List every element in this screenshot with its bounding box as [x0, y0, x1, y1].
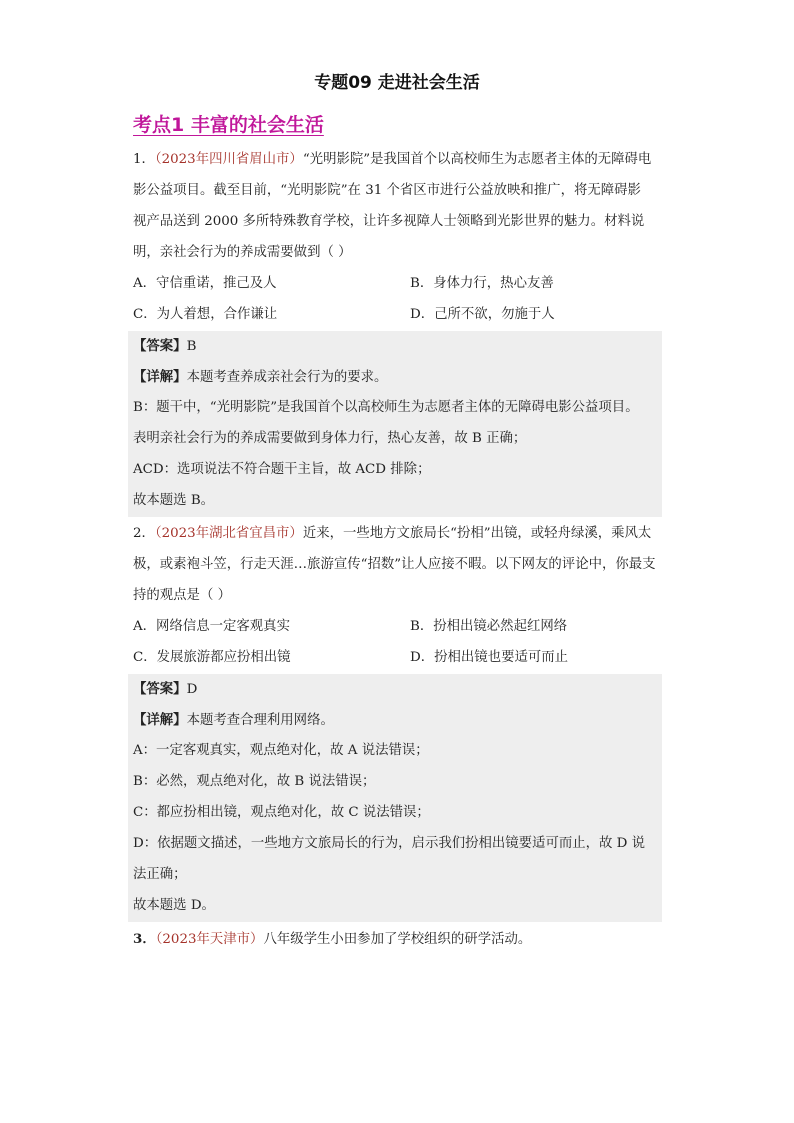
q1-detail — [133, 367, 387, 388]
q2-stem-line-1 — [133, 524, 663, 544]
q1-option-a: A．守信重诺，推己及人 — [133, 276, 277, 291]
q2-source: （2023年湖北省宜昌市） — [154, 526, 303, 541]
q2-option-d: D．扮相出镜也要适可而止 — [410, 650, 569, 665]
q3-source: （2023年天津市） — [155, 932, 264, 947]
q2-explain-5: 法正确； — [133, 867, 187, 882]
q2-option-c: C．发展旅游都应扮相出镜 — [133, 650, 291, 665]
q3-number: 3． — [133, 931, 156, 947]
q1-number: 1． — [133, 152, 155, 167]
detail-tag: 【详解】 — [133, 369, 187, 385]
q2-explain-3: C：都应扮相出镜，观点绝对化，故 C 说法错误； — [133, 805, 430, 820]
q1-text: “光明影院”是我国首个以高校师生为志愿者主体的无障碍电 — [302, 152, 652, 167]
q1-answer-box — [128, 331, 662, 517]
q2-detail — [133, 710, 334, 731]
q1-source: （2023年四川省眉山市） — [154, 152, 303, 167]
detail-text: 本题考查养成亲社会行为的要求。 — [186, 370, 388, 385]
q2-explain-1: A：一定客观真实，观点绝对化，故 A 说法错误； — [133, 743, 429, 758]
answer-value: B — [186, 339, 197, 354]
q2-answer — [133, 679, 197, 700]
q3-text: 八年级学生小田参加了学校组织的研学活动。 — [263, 932, 532, 947]
detail-text: 本题考查合理利用网络。 — [186, 713, 334, 728]
q1-option-d: D．己所不欲，勿施于人 — [410, 307, 555, 322]
q2-answer-box — [128, 674, 662, 922]
section-heading: 考点1 丰富的社会生活 — [133, 114, 324, 136]
q1-stem-line-4: 明，亲社会行为的养成需要做到（ ） — [133, 245, 352, 260]
q2-explain-4: D：依据题文描述，一些地方文旅局长的行为，启示我们扮相出镜要适可而止，故 D 说 — [133, 836, 646, 851]
q1-option-c: C．为人着想，合作谦让 — [133, 307, 278, 322]
q1-explain-4: 故本题选 B。 — [133, 493, 215, 508]
q1-option-b: B．身体力行，热心友善 — [410, 276, 554, 291]
q1-explain-1: B：题干中，“光明影院”是我国首个以高校师生为志愿者主体的无障碍电影公益项目。 — [133, 400, 639, 415]
q2-stem-line-3: 持的观点是（ ） — [133, 588, 231, 603]
q1-stem-line-2: 影公益项目。截至目前，“光明影院”在 31 个省区市进行公益放映和推广，将无障碍影 — [133, 183, 641, 198]
q1-answer — [133, 336, 196, 357]
page-title: 专题09 走进社会生活 — [314, 73, 480, 93]
q1-stem-line-1 — [133, 150, 663, 170]
q2-option-b: B．扮相出镜必然起红网络 — [410, 619, 568, 634]
q1-explain-3: ACD：选项说法不符合题干主旨，故 ACD 排除； — [133, 462, 431, 477]
q1-stem-line-3: 视产品送到 2000 多所特殊教育学校，让许多视障人士领略到光影世界的魅力。材料说 — [133, 214, 645, 229]
q2-number: 2． — [133, 526, 155, 541]
answer-tag: 【答案】 — [133, 338, 187, 354]
q2-stem-line-2: 极，或素袍斗笠，行走天涯…旅游宣传“招数”让人应接不暇。以下网友的评论中，你最支 — [133, 557, 656, 572]
detail-tag: 【详解】 — [133, 712, 187, 728]
q2-explain-2: B：必然，观点绝对化，故 B 说法错误； — [133, 774, 376, 789]
q3-stem-line-1 — [133, 929, 663, 950]
answer-value: D — [186, 682, 198, 697]
q2-explain-6: 故本题选 D。 — [133, 898, 215, 913]
q1-explain-2: 表明亲社会行为的养成需要做到身体力行，热心友善，故 B 正确； — [133, 431, 527, 446]
q2-text: 近来，一些地方文旅局长“扮相”出镜，或轻舟绿溪，乘风太 — [302, 526, 652, 541]
answer-tag: 【答案】 — [133, 681, 187, 697]
q2-option-a: A．网络信息一定客观真实 — [133, 619, 290, 634]
